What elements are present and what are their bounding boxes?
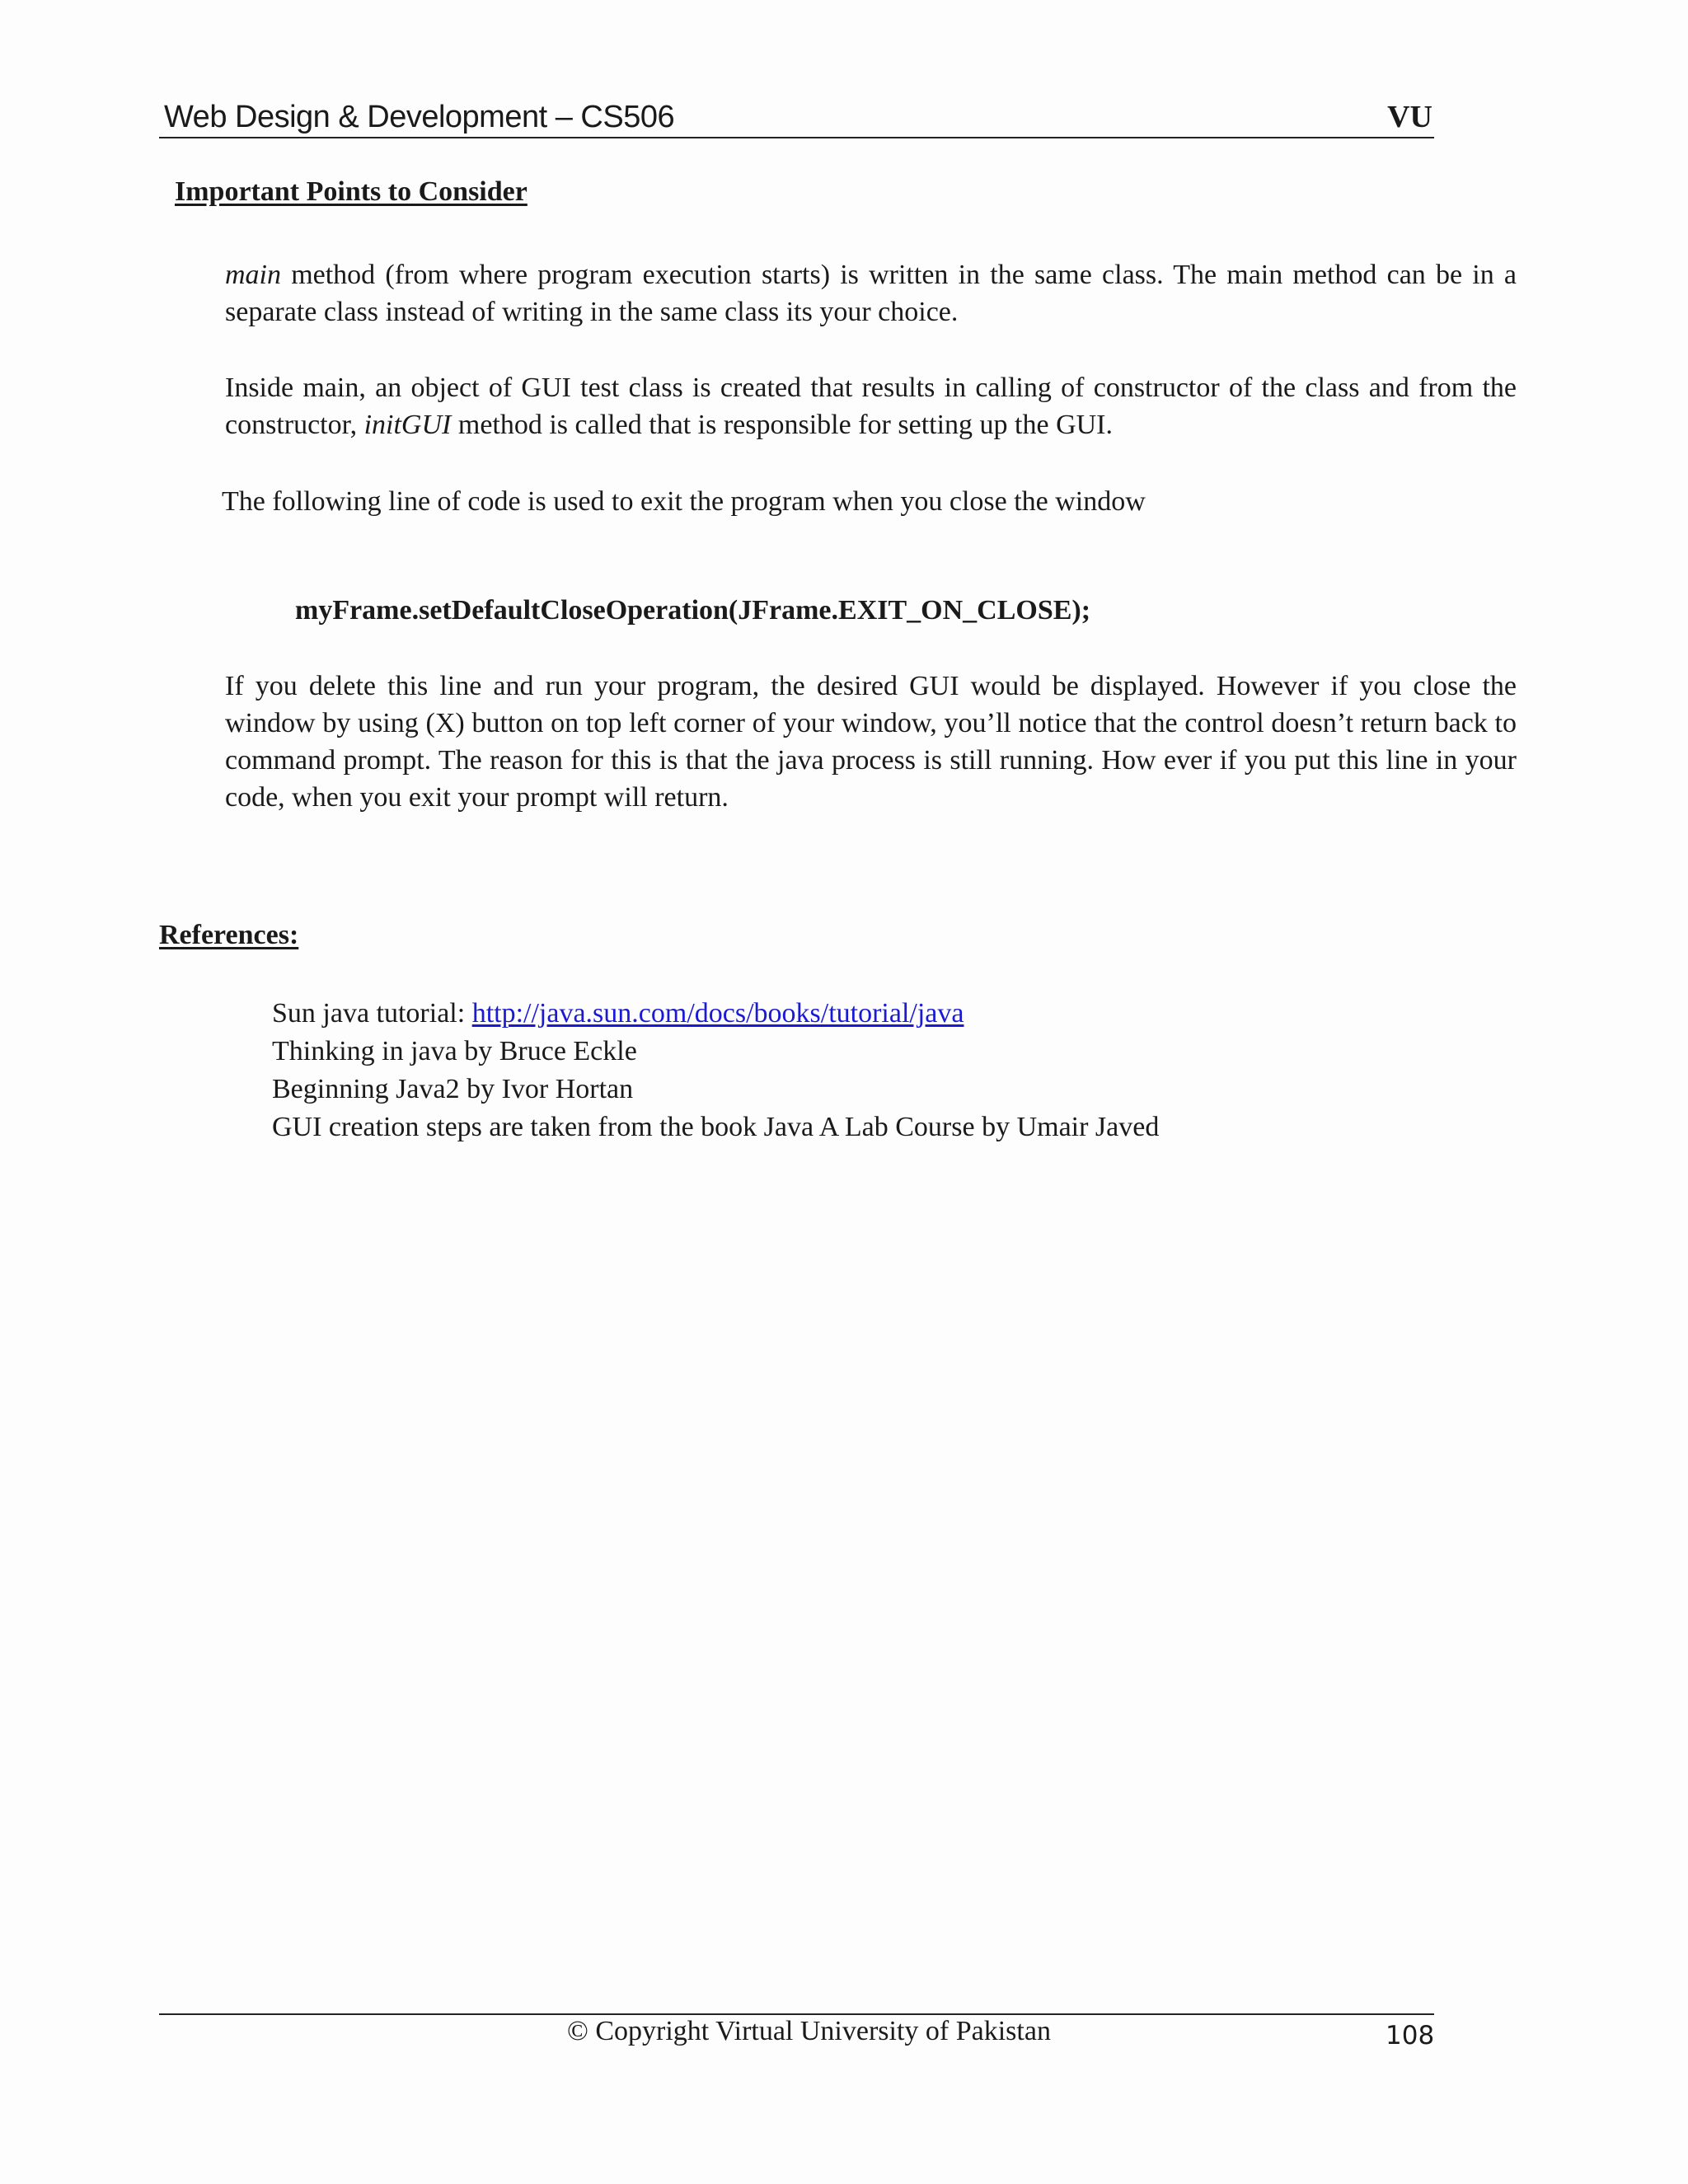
page-number: 108 xyxy=(1386,2021,1435,2050)
paragraph-text: method is called that is responsible for setting up the GUI. xyxy=(451,410,1113,440)
paragraph-exit-intro: The following line of code is used to exit the program when you close the window xyxy=(222,486,1146,517)
code-snippet: myFrame.setDefaultCloseOperation(JFrame.EXIT_ON_CLOSE); xyxy=(295,595,1091,626)
references-list xyxy=(272,995,1159,1146)
page-header xyxy=(159,97,1434,138)
references-heading: References: xyxy=(159,920,299,950)
sun-tutorial-link[interactable]: http://java.sun.com/docs/books/tutorial/java xyxy=(471,998,964,1029)
section-heading: Important Points to Consider xyxy=(175,176,528,207)
paragraph-text: method (from where program execution starts) is written in the same class. The main method can be in a separate class instead of writing in the same class its your choice. xyxy=(225,260,1517,327)
institution-abbr: VU xyxy=(1387,100,1432,134)
paragraph-text: Inside main, an object of GUI test class is created that results in calling of constructor of the class and from the constructor, xyxy=(225,373,1517,440)
reference-item: Beginning Java2 by Ivor Hortan xyxy=(272,1074,634,1104)
paragraph-main-method xyxy=(225,256,1517,330)
course-title: Web Design & Development – CS506 xyxy=(164,100,675,134)
reference-item: GUI creation steps are taken from the book Java A Lab Course by Umair Javed xyxy=(272,1112,1160,1142)
reference-label: Sun java tutorial: xyxy=(272,998,472,1029)
reference-item xyxy=(272,995,1159,1033)
paragraph-explanation: If you delete this line and run your program, the desired GUI would be displayed. However if you close the window by using (X) button on top left corner of your window, you’ll notice that the control doesn’t return back to command prompt. The reason for this is that the java process is still running. How ever if you put this line in your code, when you exit your prompt will return. xyxy=(225,671,1517,813)
reference-item: Thinking in java by Bruce Eckle xyxy=(272,1036,637,1066)
footer-divider xyxy=(159,2013,1434,2015)
paragraph-initgui xyxy=(225,369,1517,443)
copyright-notice: © Copyright Virtual University of Pakistan xyxy=(567,2016,1051,2046)
initgui-term: initGUI xyxy=(363,410,452,440)
main-term: main xyxy=(225,260,281,290)
